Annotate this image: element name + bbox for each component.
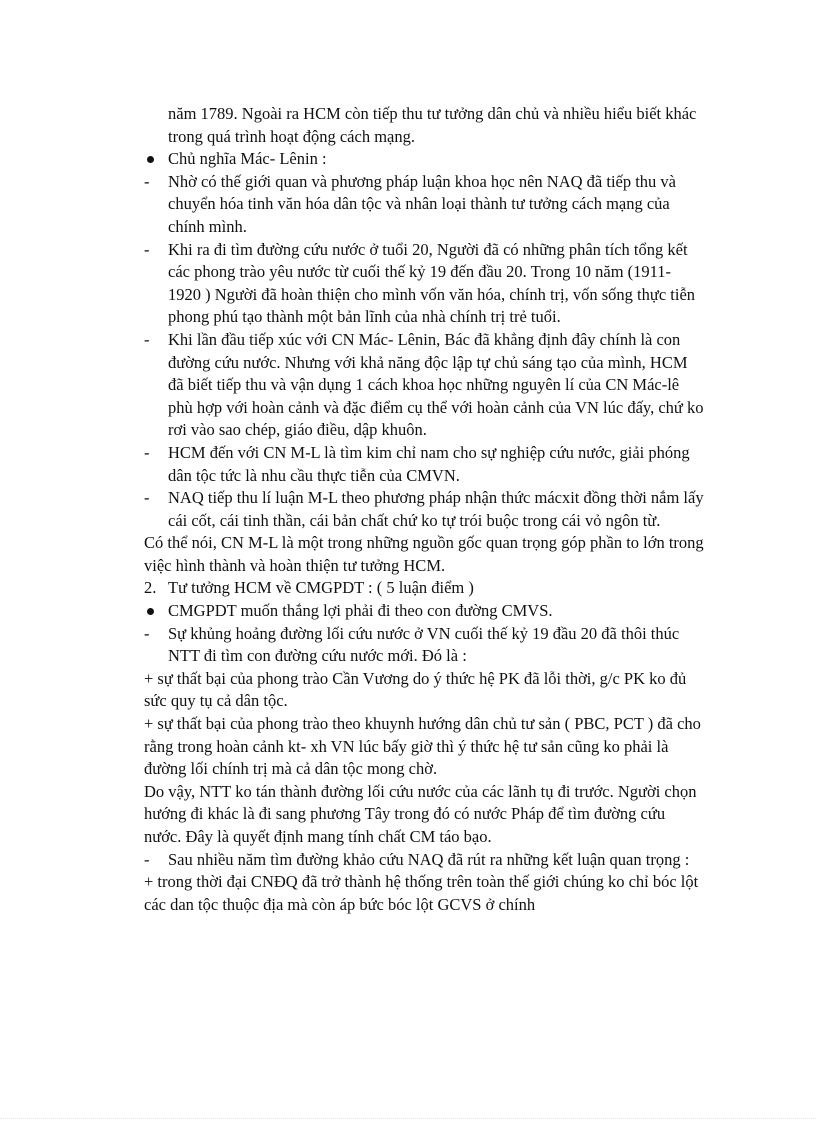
heading-text: Tư tưởng HCM về CMGPDT : ( 5 luận điểm ) — [168, 578, 474, 598]
document-body — [144, 103, 704, 916]
bullet-item — [144, 600, 704, 623]
bullet-icon — [147, 608, 154, 615]
dash-marker: - — [144, 329, 150, 349]
dash-item — [144, 849, 704, 872]
paragraph — [144, 713, 704, 781]
dash-item — [144, 171, 704, 239]
paragraph — [144, 532, 704, 577]
bullet-icon — [147, 156, 154, 163]
paragraph-text: + sự thất bại của phong trào theo khuynh hướng dân chủ tư sản ( PBC, PCT ) đã cho rằng trong hoàn cảnh kt- xh VN lúc bấy giờ thì ý thức hệ tư sản cũng ko phải là đường lối chính trị mà cả dân tộc mong chờ. — [144, 714, 701, 779]
paragraph — [144, 668, 704, 713]
dash-marker: - — [144, 623, 150, 643]
paragraph-text: Do vậy, NTT ko tán thành đường lối cứu nước của các lãnh tụ đi trước. Người chọn hướng đi khác là đi sang phương Tây trong đó có nước Pháp để tìm đường cứu nước. Đây là quyết định mang tính chất CM táo bạo. — [144, 781, 697, 846]
dash-text: Nhờ có thế giới quan và phương pháp luận khoa học nên NAQ đã tiếp thu và chuyển hóa tinh văn hóa dân tộc và nhân loại thành tư tưởng cách mạng của chính mình. — [168, 171, 677, 236]
dash-marker: - — [144, 442, 150, 462]
dash-text: Khi ra đi tìm đường cứu nước ở tuổi 20, Người đã có những phân tích tổng kết các phong trào yêu nước từ cuối thế kỷ 19 đến đầu 20. Trong 10 năm (1911- 1920 ) Người đã hoàn thiện cho mình vốn văn hóa, chính trị, vốn sống thực tiễn phong phú tạo thành một bản lĩnh của nhà chính trị trẻ tuổi. — [168, 239, 696, 327]
dash-text: HCM đến với CN M-L là tìm kim chỉ nam cho sự nghiệp cứu nước, giải phóng dân tộc tức là nhu cầu thực tiễn của CMVN. — [168, 442, 690, 485]
dash-item — [144, 442, 704, 487]
bullet-item — [144, 148, 704, 171]
numbered-heading — [144, 577, 704, 600]
paragraph — [144, 781, 704, 849]
dash-text: Sự khủng hoảng đường lối cứu nước ở VN cuối thế kỷ 19 đầu 20 đã thôi thúc NTT đi tìm con đường cứu nước mới. Đó là : — [168, 623, 680, 666]
dash-item — [144, 329, 704, 442]
dash-text: Khi lần đầu tiếp xúc với CN Mác- Lênin, Bác đã khẳng định đây chính là con đường cứu nước. Nhưng với khả năng độc lập tự chủ sáng tạo của mình, HCM đã biết tiếp thu và vận dụng 1 cách khoa học những nguyên lí của CN Mác-lê phù hợp với hoàn cảnh và đặc điểm cụ thể với hoàn cảnh của VN lúc đấy, chứ ko rơi vào sao chép, giáo điều, dập khuôn. — [168, 329, 704, 440]
paragraph-text: năm 1789. Ngoài ra HCM còn tiếp thu tư tưởng dân chủ và nhiều hiểu biết khác trong quá trình hoạt động cách mạng. — [168, 104, 697, 146]
page-bottom-divider — [0, 1118, 816, 1119]
dash-marker: - — [144, 171, 150, 191]
dash-marker: - — [144, 239, 150, 259]
dash-marker: - — [144, 488, 150, 508]
dash-item — [144, 623, 704, 668]
dash-item — [144, 487, 704, 532]
paragraph-text: Có thể nói, CN M-L là một trong những nguồn gốc quan trọng góp phần to lớn trong việc hình thành và hoàn thiện tư tưởng HCM. — [144, 533, 704, 575]
paragraph-text: + sự thất bại của phong trào Cần Vương do ý thức hệ PK đã lỗi thời, g/c PK ko đủ sức quy tụ cả dân tộc. — [144, 668, 687, 711]
dash-text: NAQ tiếp thu lí luận M-L theo phương pháp nhận thức mácxit đồng thời nắm lấy cái cốt, cái tinh thần, cái bản chất chứ ko tự trói buộc trong cái vỏ ngôn từ. — [168, 488, 704, 530]
paragraph — [144, 871, 704, 916]
paragraph-text: + trong thời đại CNĐQ đã trở thành hệ thống trên toàn thế giới chúng ko chỉ bóc lột các dan tộc thuộc địa mà còn áp bức bóc lột GCVS ở chính — [144, 872, 699, 914]
bullet-text: Chủ nghĩa Mác- Lênin : — [168, 149, 327, 169]
bullet-text: CMGPDT muốn thắng lợi phải đi theo con đường CMVS. — [168, 601, 553, 621]
paragraph-continuation — [144, 103, 704, 148]
dash-marker: - — [144, 849, 150, 869]
number-marker: 2. — [144, 578, 157, 598]
dash-text: Sau nhiều năm tìm đường khảo cứu NAQ đã rút ra những kết luận quan trọng : — [168, 849, 690, 869]
dash-item — [144, 239, 704, 329]
